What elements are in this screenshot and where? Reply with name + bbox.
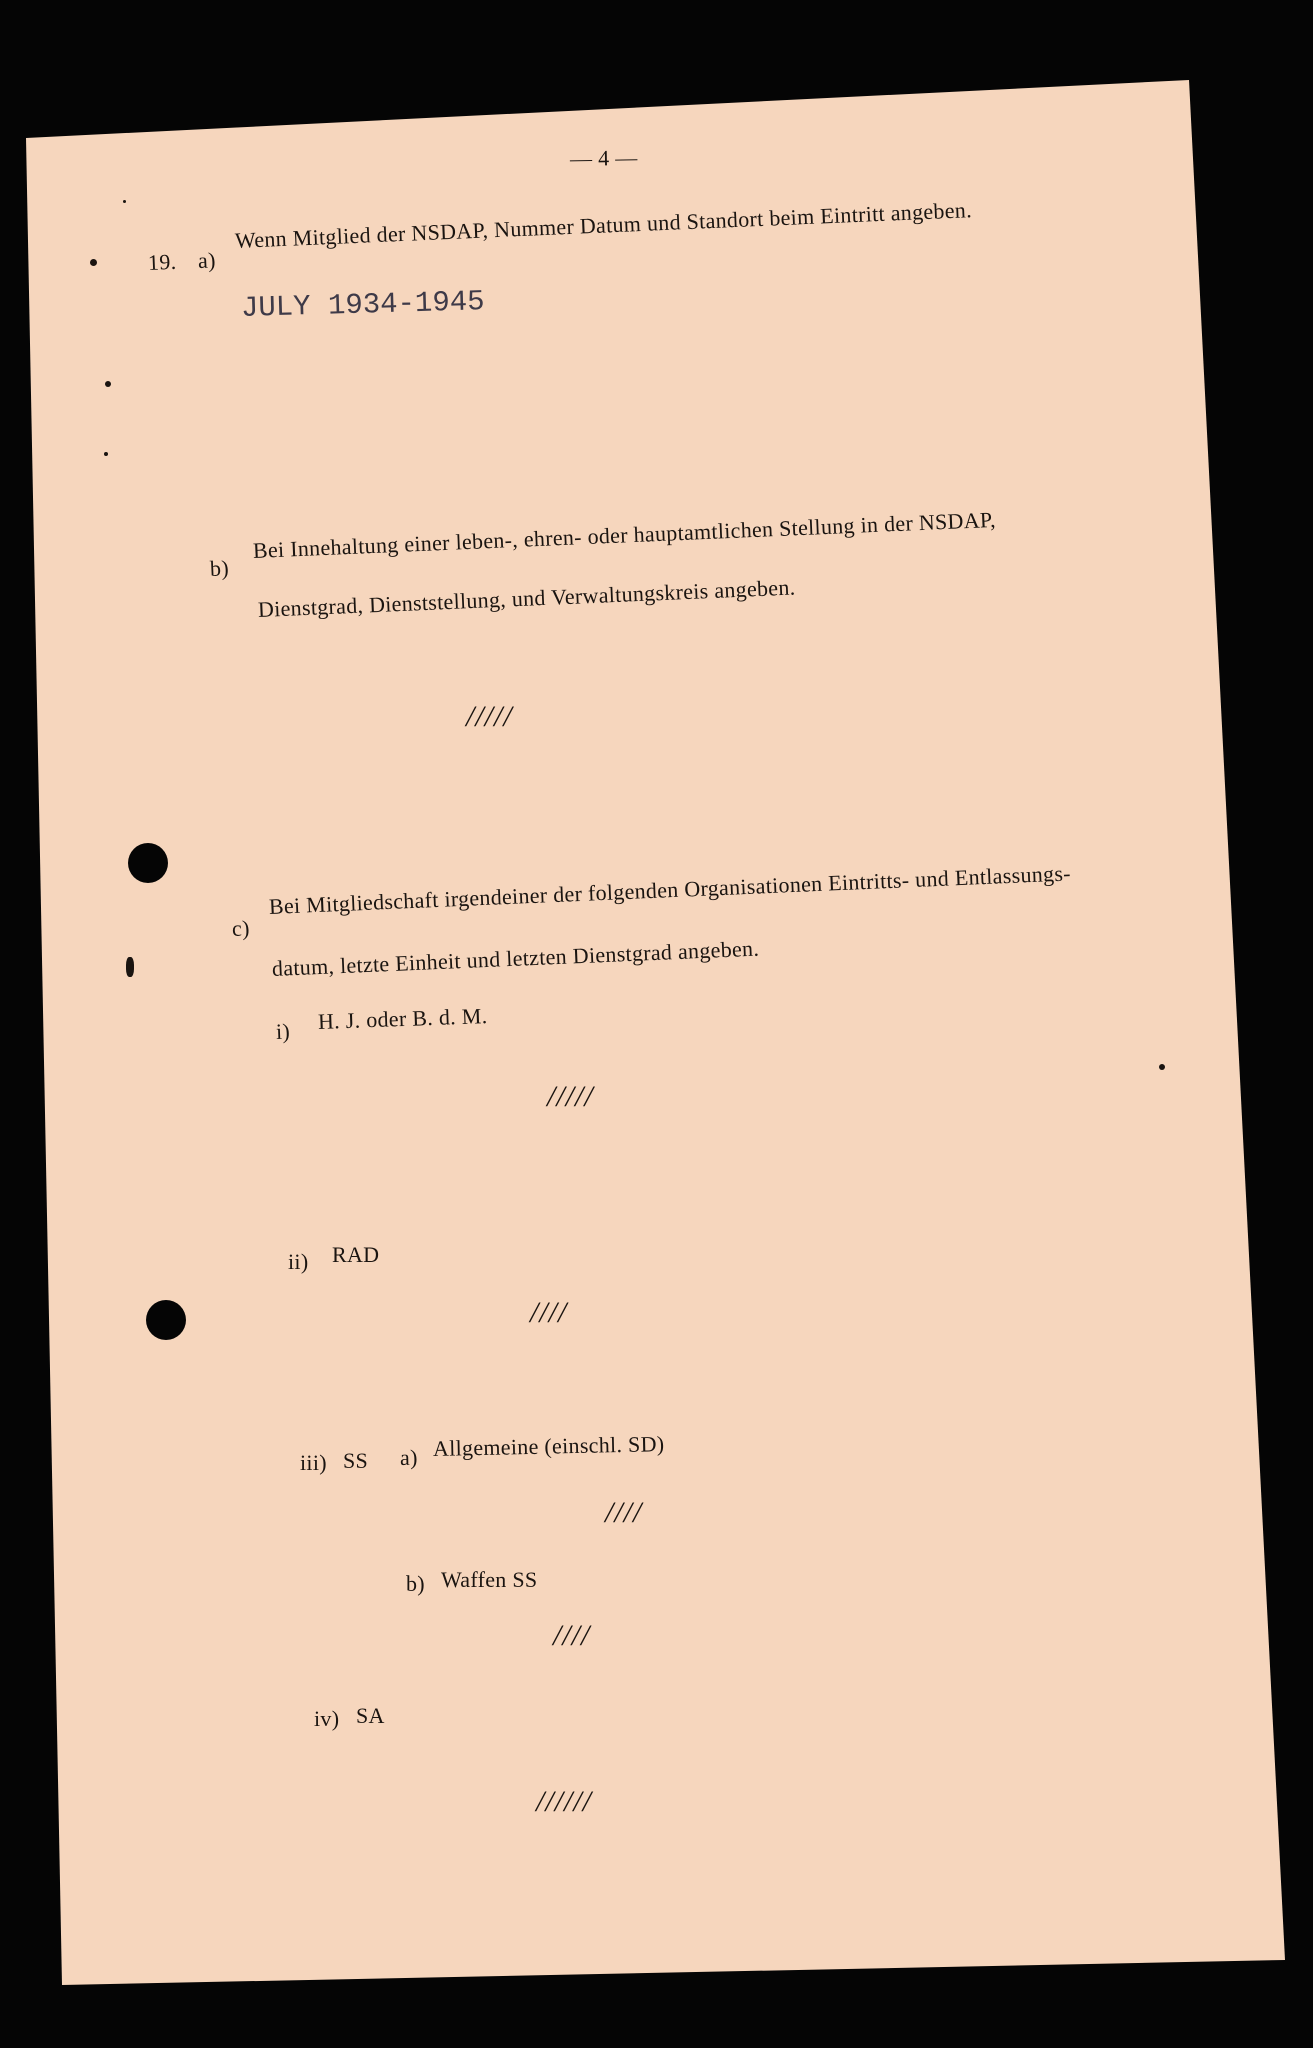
question-19b-answer: ///// xyxy=(466,700,513,733)
org-ii-answer: //// xyxy=(530,1296,568,1329)
org-iii-a-marker: a) xyxy=(399,1444,418,1470)
ink-speck xyxy=(123,200,126,203)
ink-speck xyxy=(126,957,134,977)
org-iii-b-marker: b) xyxy=(406,1571,425,1596)
question-19c-line2: datum, letzte Einheit und letzten Dienstgrad angeben. xyxy=(271,935,760,981)
question-19c-marker: c) xyxy=(231,915,251,941)
question-19a-text: Wenn Mitglied der NSDAP, Nummer Datum und Standort beim Eintritt angeben. xyxy=(234,197,973,253)
question-19-number: 19. xyxy=(147,248,177,275)
org-iii-a-label: Allgemeine (einschl. SD) xyxy=(432,1431,665,1461)
org-iv-marker: iv) xyxy=(314,1706,340,1731)
question-19a-answer: JULY 1934-1945 xyxy=(240,285,486,325)
ink-speck xyxy=(90,259,97,266)
page-number: — 4 — xyxy=(569,144,638,171)
org-iii-a-answer: //// xyxy=(605,1496,643,1529)
org-ii-label: RAD xyxy=(332,1242,380,1267)
ink-speck xyxy=(105,381,111,387)
question-19c-line1: Bei Mitgliedschaft irgendeiner der folgenden Organisationen Eintritts- und Entlassungs- xyxy=(268,860,1072,919)
ink-speck xyxy=(104,452,108,456)
org-i-answer: ///// xyxy=(547,1080,594,1113)
org-iii-b-answer: //// xyxy=(553,1619,591,1652)
org-i-label: H. J. oder B. d. M. xyxy=(317,1003,488,1034)
question-19b-marker: b) xyxy=(209,555,230,581)
punch-hole-top xyxy=(128,843,168,883)
org-iii-b-label: Waffen SS xyxy=(441,1567,538,1592)
org-ii-marker: ii) xyxy=(288,1249,309,1274)
question-19a-marker: a) xyxy=(197,247,217,273)
org-i-marker: i) xyxy=(275,1018,291,1044)
org-iv-label: SA xyxy=(356,1703,385,1728)
org-iii-label: SS xyxy=(343,1448,369,1473)
org-iv-answer: ////// xyxy=(536,1785,593,1818)
question-19b-line2: Dienstgrad, Dienststellung, und Verwaltungskreis angeben. xyxy=(257,574,796,622)
ink-speck xyxy=(1159,1064,1165,1070)
punch-hole-bottom xyxy=(146,1300,186,1340)
org-iii-marker: iii) xyxy=(300,1450,327,1475)
question-19b-line1: Bei Innehaltung einer leben-, ehren- oder hauptamtlichen Stellung in der NSDAP, xyxy=(252,506,997,563)
